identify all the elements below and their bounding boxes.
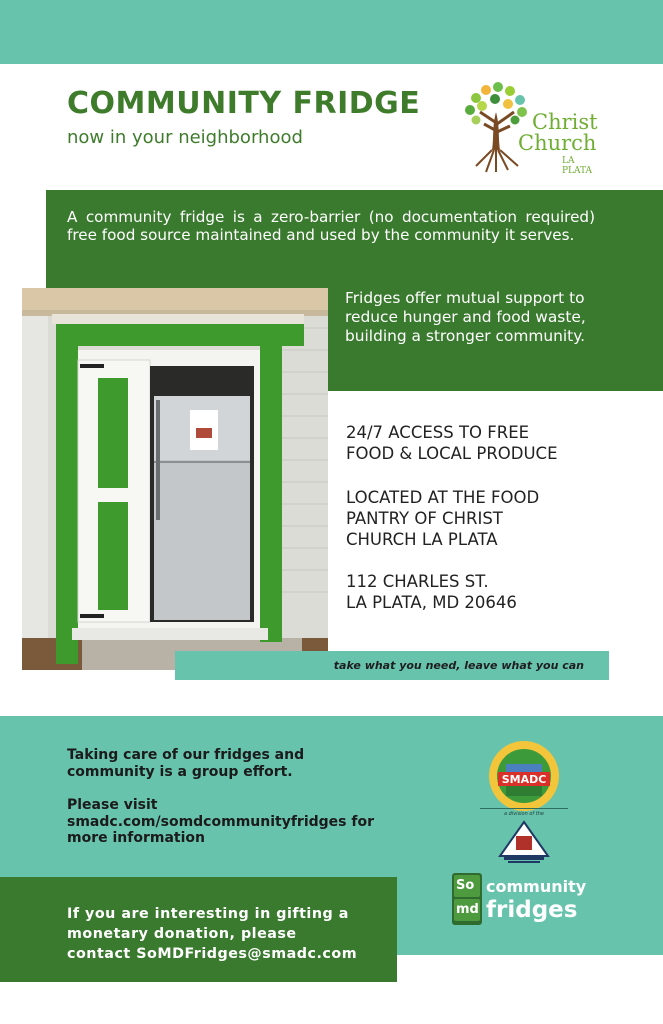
smadc-divider: [480, 808, 568, 809]
logo-la-plata: LA PLATA: [562, 156, 593, 176]
top-band: [0, 0, 663, 64]
smadc-division-text: a division of the: [504, 811, 544, 817]
tree-icon: [462, 82, 532, 174]
somd-fridges-logo: [452, 873, 602, 929]
st-marys-logo: [496, 820, 552, 864]
donation-text: If you are interesting in gifting a monetary donation, please contact SoMDFridges@smadc.com: [67, 906, 358, 962]
tagline-text: take what you need, leave what you can: [333, 659, 584, 672]
intro-text: A community fridge is a zero-barrier (no documentation required) free food source maintained and used by the community it serves.: [67, 208, 595, 244]
logo-christ: Christ: [532, 110, 598, 134]
access-info: 24/7 ACCESS TO FREE FOOD & LOCAL PRODUCE: [346, 423, 558, 463]
somd-fridges: fridges: [486, 897, 578, 923]
location-info: LOCATED AT THE FOOD PANTRY OF CHRIST CHURCH LA PLATA: [346, 488, 540, 549]
tagline-bar: [175, 651, 609, 680]
visit-text: Please visit smadc.com/somdcommunityfridges for more information: [67, 797, 374, 846]
address-info: 112 CHARLES ST. LA PLATA, MD 20646: [346, 572, 517, 612]
christ-church-logo: [462, 82, 602, 174]
fridge-photo: [22, 288, 328, 670]
mutual-support-text: Fridges offer mutual support to reduce hunger and food waste, building a stronger community.: [345, 289, 586, 345]
somd-md: md: [456, 902, 479, 917]
care-text: Taking care of our fridges and community is a group effort.: [67, 747, 305, 780]
smadc-text: SMADC: [501, 773, 547, 786]
page-title: COMMUNITY FRIDGE: [67, 86, 421, 121]
somd-community: community: [486, 877, 587, 896]
logo-church: Church: [518, 131, 597, 155]
smadc-logo: [488, 740, 560, 812]
page-subtitle: now in your neighborhood: [67, 127, 303, 148]
somd-so: So: [456, 878, 475, 893]
